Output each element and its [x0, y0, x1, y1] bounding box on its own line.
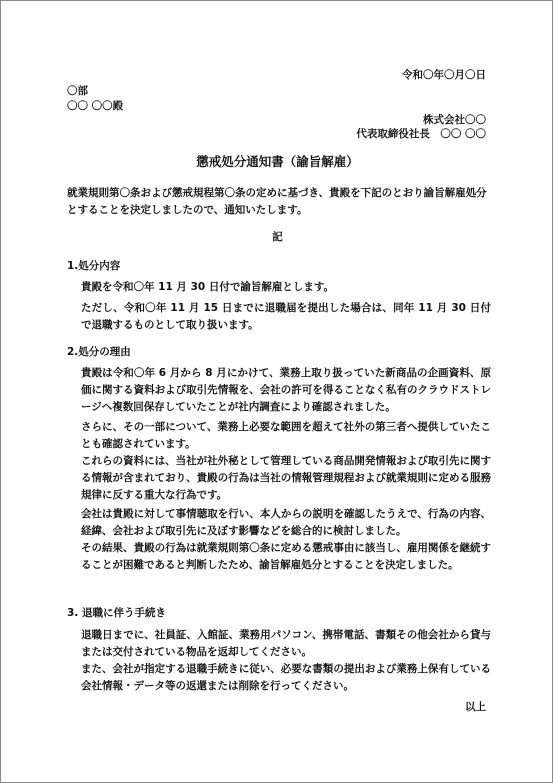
section-heading: 1.処分内容 — [67, 260, 121, 272]
representative: 代表取締役社長 〇〇 〇〇 — [356, 128, 486, 140]
closing-mark: 以上 — [465, 701, 486, 713]
section-paragraph: ただし、令和〇年 11 月 15 日までに退職届を提出した場合は、同年 11 月 30 日付で退職するものとして取り扱います。 — [81, 302, 491, 331]
section-paragraph: 貴殿は令和〇年 6 月から 8 月にかけて、業務上取り扱っていた新商品の企画資料、原価に関する資料および取引先情報を、会社の許可を得ることなく私有のクラウドストレージへ複数回保存していたことが社内調査により確認されました。 — [81, 367, 491, 413]
section-paragraph: 退職日までに、社員証、入館証、業務用パソコン、携帯電話、書類その他会社から貸与または交付されている物品を返却してください。 — [81, 629, 491, 658]
recipient-name: 〇〇 〇〇殿 — [67, 100, 124, 112]
recipient-department: 〇部 — [67, 85, 88, 97]
section-paragraph: 会社は貴殿に対して事情聴取を行い、本人からの説明を確認したうえで、行為の内容、経緯、会社および取引先に及ぼす影響などを総合的に検討しました。 — [81, 508, 491, 537]
section-paragraph: 貴殿を令和〇年 11 月 30 日付で諭旨解雇とします。 — [81, 281, 335, 293]
issue-date: 令和〇年〇月〇日 — [402, 69, 486, 81]
document-title: 懲戒処分通知書（諭旨解雇） — [196, 154, 359, 169]
company-name: 株式会社〇〇 — [423, 114, 486, 126]
section-paragraph: また、会社が指定する退職手続きに従い、必要な書類の提出および業務上保有している会社情報・データ等の返還または削除を行ってください。 — [81, 663, 491, 692]
section-paragraph: これらの資料には、当社が社外秘として管理している商品開発情報および取引先に関する情報が含まれており、貴殿の行為は当社の情報管理規程および就業規則に定める服務規律に反する重大な行為です。 — [81, 455, 491, 501]
intro-paragraph: 就業規則第〇条および懲戒規程第〇条の定めに基づき、貴殿を下記のとおり諭旨解雇処分とすることを決定しましたので、通知いたします。 — [67, 187, 487, 216]
section-paragraph: さらに、その一部について、業務上必要な範囲を超えて社外の第三者へ提供していたことも確認されています。 — [81, 421, 491, 450]
section-heading: 2.処分の理由 — [67, 346, 131, 358]
section-paragraph: その結果、貴殿の行為は就業規則第〇条に定める懲戒事由に該当し、雇用関係を継続することが困難であると判断したため、諭旨解雇処分とすることを決定しました。 — [81, 542, 491, 571]
ki-marker: 記 — [272, 231, 283, 243]
section-heading: 3. 退職に伴う手続き — [67, 607, 166, 619]
